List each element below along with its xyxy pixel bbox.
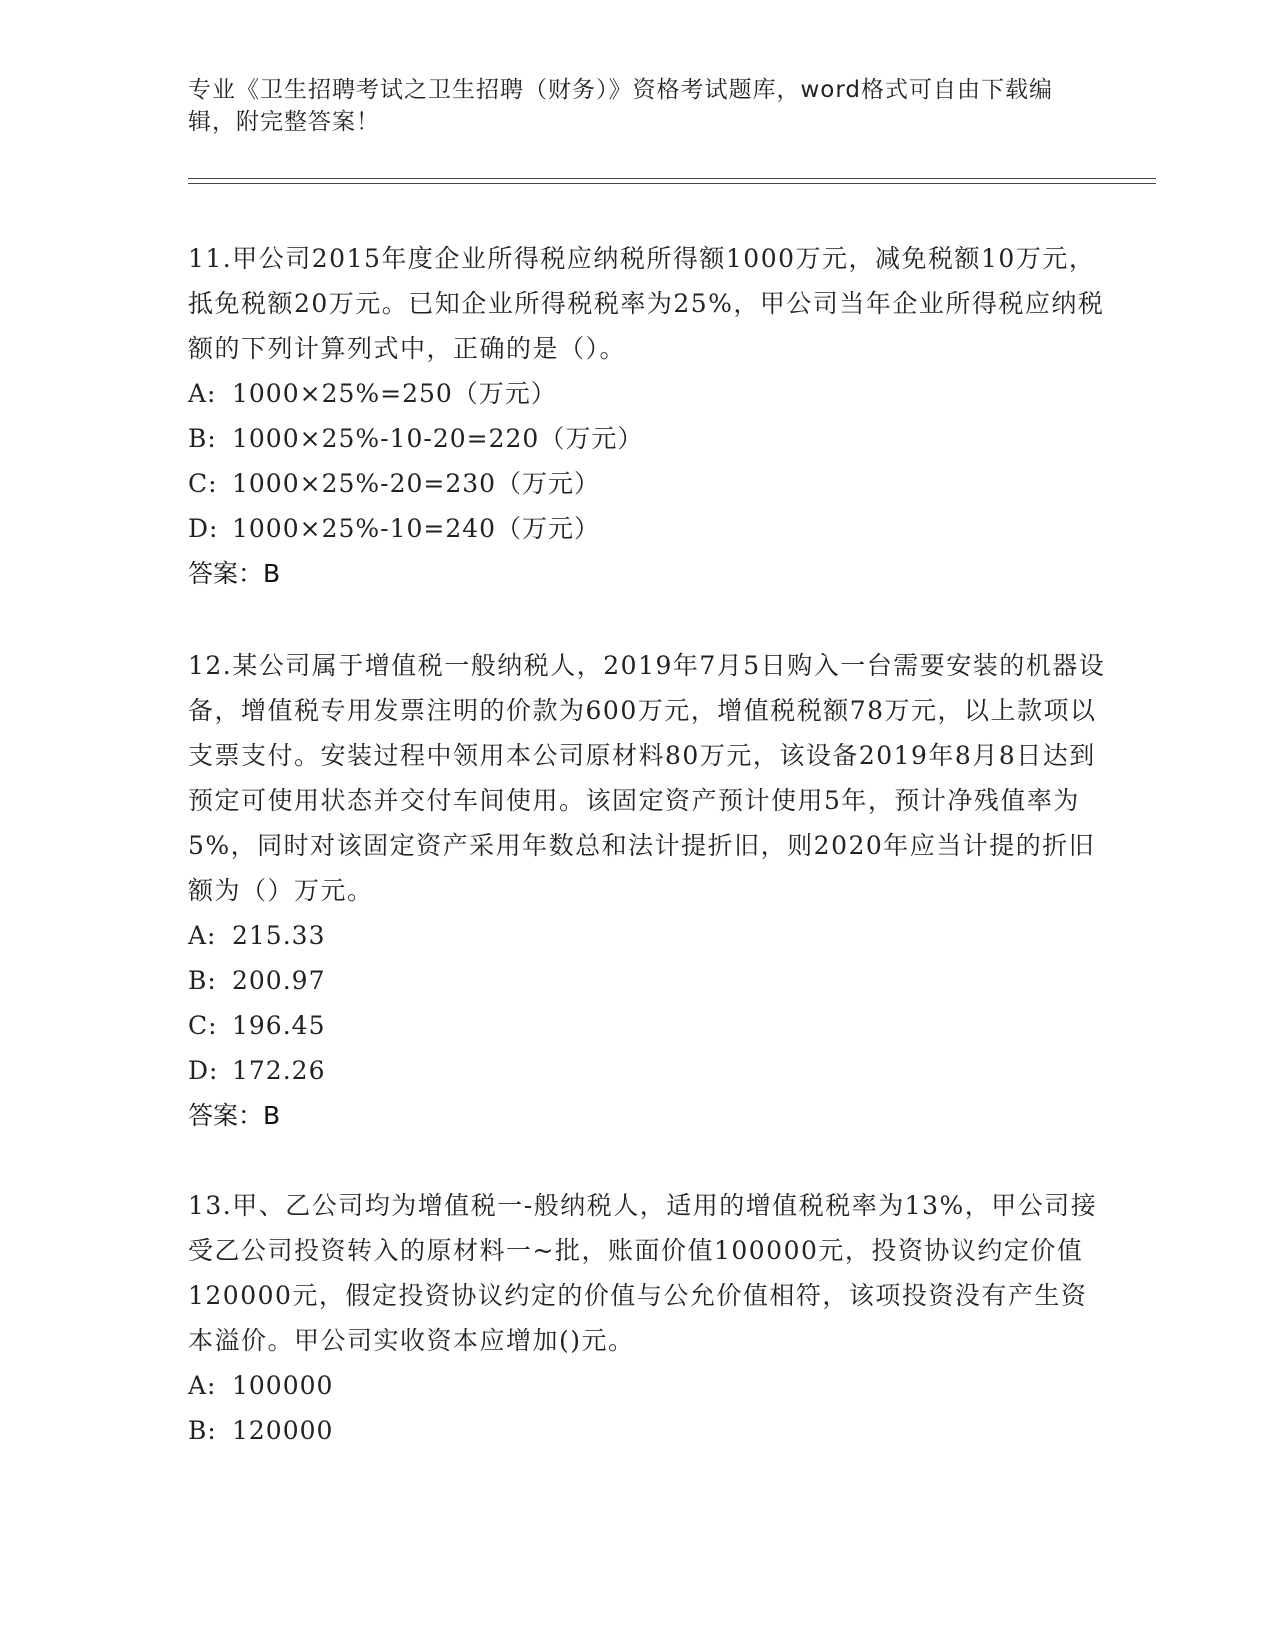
option-value: 1000×25%-10-20=220（万元） <box>232 424 644 453</box>
option-value: 215.33 <box>232 921 326 950</box>
option-key: A: <box>188 921 217 950</box>
option-value: 120000 <box>232 1416 334 1445</box>
option-key: D: <box>188 514 219 543</box>
option-c <box>188 1003 1108 1048</box>
option-a <box>188 371 1108 416</box>
question-text: 12.某公司属于增值税一般纳税人，2019年7月5日购入一台需要安装的机器设备，增值税专用发票注明的价款为600万元，增值税税额78万元，以上款项以支票支付。安装过程中领用本公司原材料80万元，该设备2019年8月8日达到预定可使用状态并交付车间使用。该固定资产预计使用5年，预计净残值率为5%，同时对该固定资产采用年数总和法计提折旧，则2020年应当计提的折旧额为（）万元。 <box>188 651 1106 905</box>
answer-label: 答案：B <box>188 559 281 588</box>
question-12 <box>188 643 1108 1138</box>
option-key: B: <box>188 424 217 453</box>
header-divider <box>188 178 1156 184</box>
option-key: C: <box>188 1011 218 1040</box>
option-key: D: <box>188 1056 219 1085</box>
option-key: B: <box>188 966 217 995</box>
option-value: 200.97 <box>232 966 326 995</box>
question-text: 11.甲公司2015年度企业所得税应纳税所得额1000万元，减免税额10万元，抵免税额20万元。已知企业所得税税率为25%，甲公司当年企业所得税应纳税额的下列计算列式中，正确的是（）。 <box>188 244 1105 363</box>
question-text: 13.甲、乙公司均为增值税一-般纳税人，适用的增值税税率为13%，甲公司接受乙公司投资转入的原材料一~批，账面价值100000元，投资协议约定价值120000元，假定投资协议约定的价值与公允价值相符，该项投资没有产生资本溢价。甲公司实收资本应增加()元。 <box>188 1191 1098 1355</box>
question-13 <box>188 1183 1108 1453</box>
option-d <box>188 1048 1108 1093</box>
option-value: 196.45 <box>232 1011 326 1040</box>
option-value: 1000×25%-20=230（万元） <box>232 469 601 498</box>
option-b <box>188 416 1108 461</box>
answer-label: 答案：B <box>188 1101 281 1130</box>
option-d <box>188 506 1108 551</box>
option-c <box>188 461 1108 506</box>
option-b <box>188 1408 1108 1453</box>
option-key: A: <box>188 379 217 408</box>
document-intro: 专业《卫生招聘考试之卫生招聘（财务）》资格考试题库，word格式可自由下载编辑，附完整答案！ <box>188 77 1054 135</box>
option-value: 1000×25%=250（万元） <box>232 379 557 408</box>
option-value: 1000×25%-10=240（万元） <box>232 514 601 543</box>
option-a <box>188 913 1108 958</box>
option-b <box>188 958 1108 1003</box>
option-key: C: <box>188 469 218 498</box>
option-value: 100000 <box>232 1371 334 1400</box>
option-key: B: <box>188 1416 217 1445</box>
option-key: A: <box>188 1371 217 1400</box>
option-a <box>188 1363 1108 1408</box>
question-11 <box>188 236 1108 596</box>
option-value: 172.26 <box>232 1056 326 1085</box>
